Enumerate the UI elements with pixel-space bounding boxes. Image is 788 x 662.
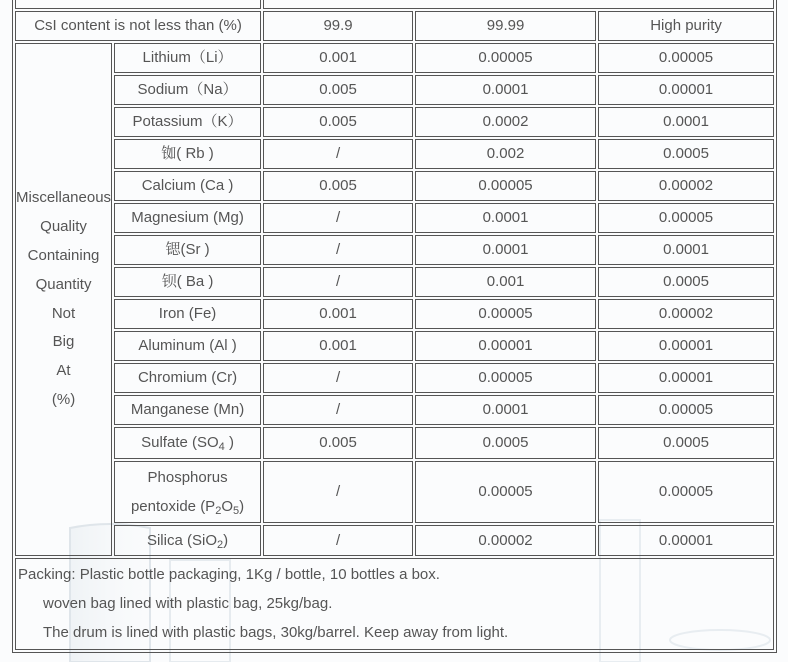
value-cell: 0.0001	[415, 235, 596, 265]
value-cell: 0.00005	[598, 203, 774, 233]
impurity-group-label: Miscellaneous Quality Containing Quantity Not Big At (%)	[15, 43, 112, 556]
value-cell: 0.0005	[598, 267, 774, 297]
impurity-name: Phosphorus pentoxide $(P_2O_5)$	[114, 461, 261, 523]
value-cell: 0.0005	[598, 139, 774, 169]
impurity-name: Manganese (Mn)	[114, 395, 261, 425]
packing-row	[15, 558, 774, 650]
value-cell: 0.00002	[598, 171, 774, 201]
grade-cell: 99.99	[415, 11, 596, 41]
table-row	[15, 267, 774, 297]
header-row	[15, 11, 774, 41]
impurity-name: 钡( Ba )	[114, 267, 261, 297]
table-row	[15, 139, 774, 169]
impurity-name: Chromium (Cr)	[114, 363, 261, 393]
specification-table	[12, 0, 777, 653]
value-cell: /	[263, 395, 413, 425]
table-row	[15, 75, 774, 105]
impurity-name: Silica (SiO$_2$)	[114, 525, 261, 556]
value-cell: /	[263, 235, 413, 265]
value-cell: 0.005	[263, 107, 413, 137]
value-cell: 0.005	[263, 427, 413, 459]
value-cell: 0.005	[263, 75, 413, 105]
value-cell: 0.00002	[598, 299, 774, 329]
packing-line: woven bag lined with plastic bag, 25kg/bag.	[43, 595, 333, 612]
value-cell: 0.00005	[598, 461, 774, 523]
value-cell: /	[263, 525, 413, 556]
value-cell: 0.00002	[415, 525, 596, 556]
table-row	[15, 203, 774, 233]
value-cell: 0.0002	[415, 107, 596, 137]
value-cell: 0.00005	[415, 171, 596, 201]
value-cell: 0.00001	[598, 525, 774, 556]
table-row	[15, 525, 774, 556]
value-cell: 0.005	[263, 171, 413, 201]
table-top-row	[15, 0, 774, 9]
value-cell: 0.002	[415, 139, 596, 169]
table-row	[15, 363, 774, 393]
grade-cell: High purity	[598, 11, 774, 41]
impurity-name: 铷( Rb )	[114, 139, 261, 169]
value-cell: 0.00005	[598, 395, 774, 425]
value-cell: /	[263, 139, 413, 169]
value-cell: 0.0005	[415, 427, 596, 459]
packing-line: The drum is lined with plastic bags, 30kg/barrel. Keep away from light.	[43, 624, 509, 641]
value-cell: 0.0001	[415, 395, 596, 425]
value-cell: 0.0001	[598, 235, 774, 265]
value-cell: /	[263, 203, 413, 233]
impurity-name: Calcium (Ca )	[114, 171, 261, 201]
impurity-name: Aluminum (Al )	[114, 331, 261, 361]
value-cell: 0.0001	[415, 75, 596, 105]
impurity-name: Sulfate ($SO_4$ )	[114, 427, 261, 459]
table-row	[15, 331, 774, 361]
table-row	[15, 395, 774, 425]
value-cell: 0.0001	[415, 203, 596, 233]
impurity-name: Sodium（Na）	[114, 75, 261, 105]
value-cell: 0.00005	[415, 363, 596, 393]
value-cell: 0.00001	[598, 331, 774, 361]
value-cell: 0.001	[415, 267, 596, 297]
value-cell: 0.0001	[598, 107, 774, 137]
value-cell: 0.00001	[598, 363, 774, 393]
value-cell: 0.00005	[598, 43, 774, 73]
table-row	[15, 171, 774, 201]
impurity-name: 锶(Sr )	[114, 235, 261, 265]
value-cell: 0.00001	[598, 75, 774, 105]
table-row	[15, 43, 774, 73]
value-cell: 0.00005	[415, 299, 596, 329]
packing-cell	[15, 558, 774, 650]
impurity-name: Iron (Fe)	[114, 299, 261, 329]
value-cell: /	[263, 363, 413, 393]
value-cell: 0.00005	[415, 43, 596, 73]
packing-line: Packing: Plastic bottle packaging, 1Kg / bottle, 10 bottles a box.	[18, 566, 440, 583]
table-row	[15, 235, 774, 265]
value-cell: /	[263, 461, 413, 523]
value-cell: 0.00001	[415, 331, 596, 361]
impurity-name: Potassium（K）	[114, 107, 261, 137]
table-row	[15, 461, 774, 523]
table-row	[15, 107, 774, 137]
impurity-name: Lithium（Li）	[114, 43, 261, 73]
value-cell: 0.0005	[598, 427, 774, 459]
table-row	[15, 427, 774, 459]
table-row	[15, 299, 774, 329]
header-label: CsI content is not less than (%)	[15, 11, 261, 41]
value-cell: 0.001	[263, 331, 413, 361]
impurity-name: Magnesium (Mg)	[114, 203, 261, 233]
value-cell: /	[263, 267, 413, 297]
grade-cell: 99.9	[263, 11, 413, 41]
value-cell: 0.001	[263, 299, 413, 329]
value-cell: 0.00005	[415, 461, 596, 523]
value-cell: 0.001	[263, 43, 413, 73]
